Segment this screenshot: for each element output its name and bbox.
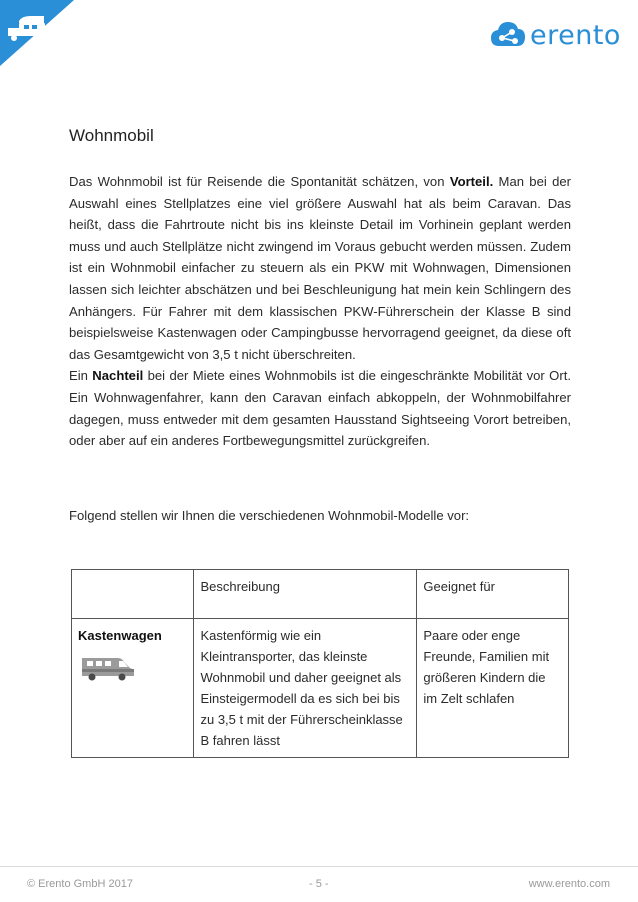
bold-disadvantage: Nachteil bbox=[92, 368, 144, 384]
suited-for-cell: Paare oder enge Freunde, Familien mit größeren Kindern die im Zelt schlafen bbox=[417, 619, 569, 758]
footer-divider bbox=[0, 866, 638, 867]
model-cell bbox=[72, 619, 194, 758]
logo-text: erento bbox=[530, 19, 621, 51]
paragraph-advantage: Das Wohnmobil ist für Reisende die Spontanität schätzen, von Vorteil. Man bei der Auswahl eines Stellplatzes eine viel größere Auswahl hat als beim Caravan. Das heißt, dass die Fahrtroute nicht bis ins kleinste Detail im Vorhinein geplant werden muss und auch Stellplätze nicht zwingend im Voraus gebucht werden müssen. Zudem ist ein Wohnmobil einfacher zu steuern als ein PKW mit Wohnwagen, Dimensionen lassen sich leichter abschätzen und bei Beschleunigung hat mein kein Schlingern des Anhängers. Für Fahrer mit dem klassischen PKW-Führerschein der Klasse B sind beispielsweise Kastenwagen oder Campingbusse hervorragend geeignet, da diese oft das Gesamtgewicht von 3,5 t nicht überschreiten. bbox=[69, 174, 571, 362]
table-row bbox=[72, 619, 569, 758]
table-header-cell: Geeignet für bbox=[417, 570, 569, 619]
description-cell: Kastenförmig wie ein Kleintransporter, das kleinste Wohnmobil und daher geeignet als Einsteigermodell da es sich bei bis zu 3,5 t mit der Führerscheinklasse B fahren lässt bbox=[194, 619, 417, 758]
model-table bbox=[71, 569, 569, 758]
table-intro: Folgend stellen wir Ihnen die verschiedenen Wohnmobil-Modelle vor: bbox=[69, 508, 470, 523]
cloud-logo-icon bbox=[490, 20, 526, 50]
body-text bbox=[69, 171, 571, 452]
erento-logo bbox=[490, 18, 621, 52]
footer-website-link[interactable]: www.erento.com bbox=[528, 878, 610, 890]
paragraph-disadvantage: Ein Nachteil bei der Miete eines Wohnmobils ist die eingeschränkte Mobilität vor Ort. Ein Wohnwagenfahrer, kann den Caravan einfach abkoppeln, der Wohnmobilfahrer dagegen, muss entweder mit dem gesamten Hausstand Sightseeing Vorort betreiben, oder aber auf ein anderes Fortbewegungsmittel zurückgreifen. bbox=[69, 368, 571, 449]
van-icon bbox=[78, 652, 136, 682]
page-title: Wohnmobil bbox=[69, 126, 154, 145]
footer-page-number: - 5 - bbox=[309, 878, 329, 890]
table-header-row bbox=[72, 570, 569, 619]
table-header-cell bbox=[72, 570, 194, 619]
footer-copyright: © Erento GmbH 2017 bbox=[27, 878, 133, 890]
camper-van-icon bbox=[0, 0, 74, 66]
model-name: Kastenwagen bbox=[78, 628, 162, 643]
table-header-cell: Beschreibung bbox=[194, 570, 417, 619]
bold-advantage: Vorteil. bbox=[449, 174, 494, 189]
